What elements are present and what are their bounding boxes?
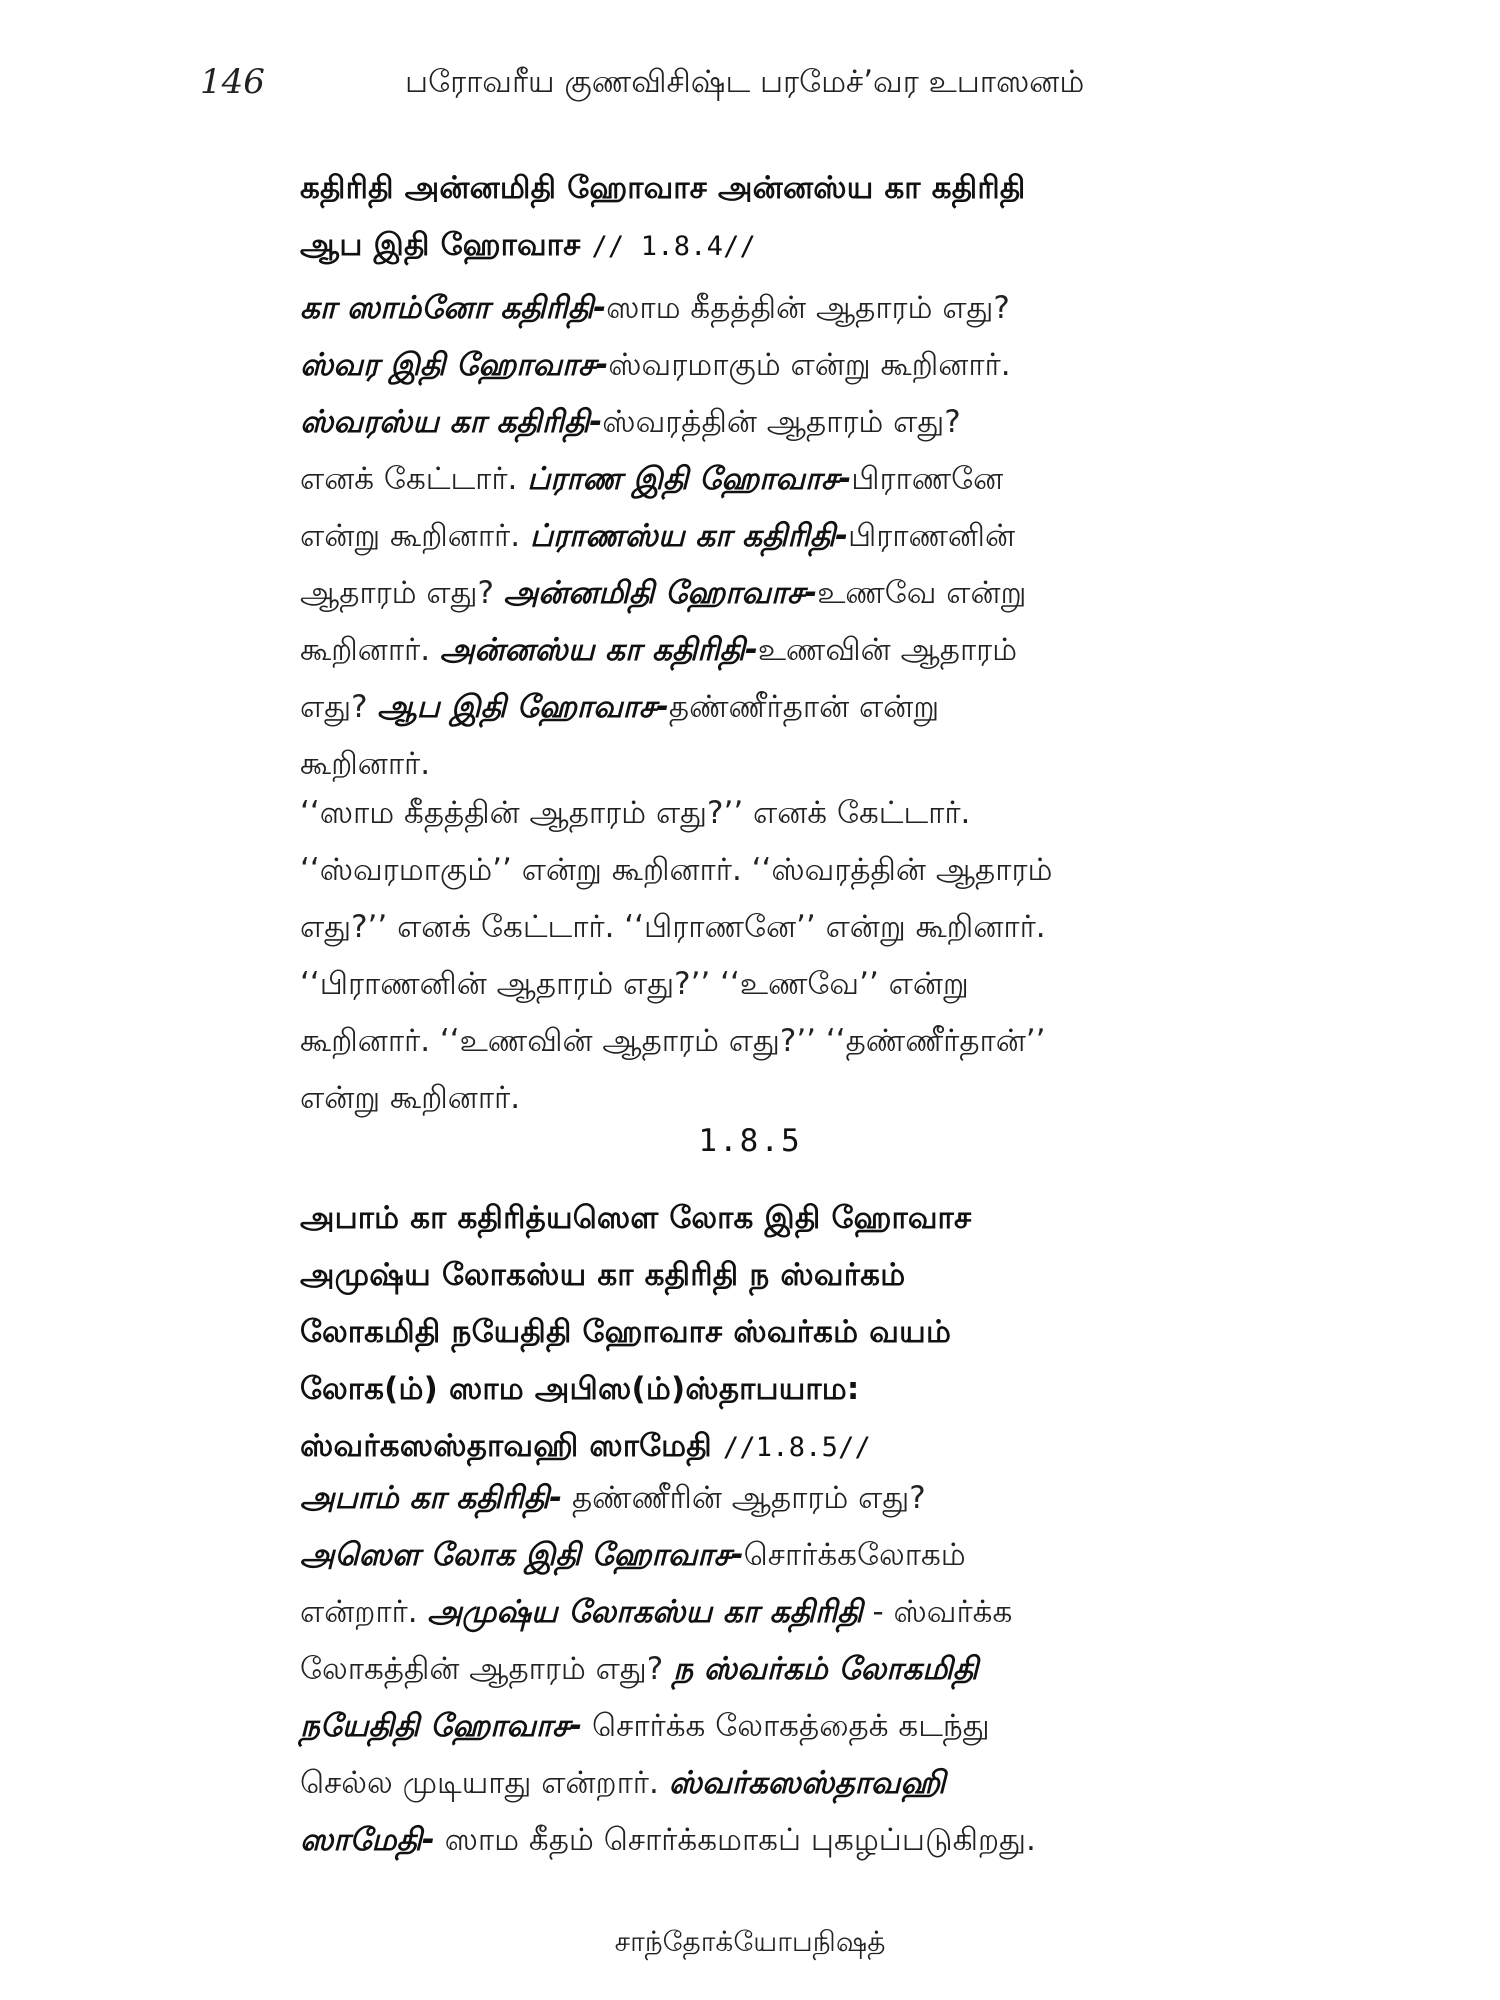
commentary-line: [300, 1527, 1230, 1584]
commentary-line: [300, 451, 1230, 508]
sanskrit-term: ஸ்வரஸ்ய கா கதிரிதி-: [300, 404, 603, 440]
sanskrit-term: ப்ராணஸ்ய கா கதிரிதி-: [529, 518, 848, 554]
tamil-gloss: பிராணனே: [851, 461, 1004, 497]
tamil-gloss: தண்ணீரின் ஆதாரம் எது?: [571, 1480, 926, 1516]
commentary-line: [300, 337, 1230, 394]
translation-line: ‘‘ஸ்வரமாகும்’’ என்று கூறினார். ‘‘ஸ்வரத்தின் ஆதாரம்: [300, 852, 1053, 888]
verse-line: கதிரிதி அன்னமிதி ஹோவாச அன்னஸ்ய கா கதிரிதி: [300, 170, 1026, 206]
verse-line: லோக(ம்) ஸாம அபிஸ(ம்)ஸ்தாபயாம:: [300, 1371, 860, 1407]
verse-text: ஸ்வர்கஸஸ்தாவஹி ஸாமேதி: [300, 1428, 712, 1464]
sanskrit-term: ப்ராண இதி ஹோவாச-: [527, 461, 852, 497]
commentary-line: [300, 508, 1230, 565]
tamil-gloss: சொர்க்கலோகம்: [743, 1537, 966, 1573]
tamil-gloss: ஸ்வரமாகும் என்று கூறினார்.: [608, 347, 1011, 383]
sanskrit-term: அன்னமிதி ஹோவாச-: [503, 575, 818, 611]
verse-reference: //1.8.5//: [722, 1432, 871, 1463]
sanskrit-term: அன்னஸ்ய கா கதிரிதி-: [439, 632, 758, 668]
sanskrit-term: அமுஷ்ய லோகஸ்ய கா கதிரிதி: [427, 1594, 863, 1630]
running-title: பரோவரீய குணவிசிஷ்ட பரமேச்’வர உபாஸனம்: [405, 64, 1085, 100]
commentary-line: [300, 1698, 1230, 1755]
verse-line: அமுஷ்ய லோகஸ்ய கா கதிரிதி ந ஸ்வர்கம்: [300, 1257, 906, 1293]
tamil-gloss: தண்ணீர்தான் என்று: [668, 689, 940, 725]
commentary-line: [300, 1812, 1230, 1869]
sanskrit-term: அபாம் கா கதிரிதி-: [300, 1480, 563, 1516]
commentary-line: [300, 280, 1230, 337]
verse-1-8-4: [300, 160, 1230, 274]
tamil-gloss: என்று கூறினார்.: [300, 518, 521, 554]
tamil-gloss: உணவே என்று: [817, 575, 1027, 611]
sanskrit-term: அஸௌ லோக இதி ஹோவாச-: [300, 1537, 744, 1573]
tamil-gloss: எனக் கேட்டார்.: [300, 461, 518, 497]
sanskrit-term: கா ஸாம்னோ கதிரிதி-: [300, 290, 607, 326]
tamil-gloss: - ஸ்வர்க்க: [872, 1594, 1013, 1630]
translation-line: ‘‘பிராணனின் ஆதாரம் எது?’’ ‘‘உணவே’’ என்று: [300, 966, 969, 1002]
commentary-line: [300, 622, 1230, 679]
commentary-line: [300, 1641, 1230, 1698]
translation-line: எது?’’ எனக் கேட்டார். ‘‘பிராணனே’’ என்று கூறினார்.: [300, 909, 1046, 945]
tamil-gloss: எது?: [300, 689, 368, 725]
translation-line: என்று கூறினார்.: [300, 1080, 521, 1116]
tamil-gloss: பிராணனின்: [847, 518, 1016, 554]
verse-1-8-5: [300, 1190, 1230, 1475]
verse-text: ஆப இதி ஹோவாச: [300, 227, 581, 263]
translation-line: ‘‘ஸாம கீதத்தின் ஆதாரம் எது?’’ எனக் கேட்டார்.: [300, 795, 971, 831]
commentary-line: [300, 1584, 1230, 1641]
page-footer: சாந்தோக்யோபநிஷத்: [614, 1925, 886, 1958]
verse-line: லோகமிதி நயேதிதி ஹோவாச ஸ்வர்கம் வயம்: [300, 1314, 952, 1350]
sanskrit-term: ந ஸ்வர்கம் லோகமிதி: [673, 1651, 979, 1687]
commentary-line: [300, 1755, 1230, 1812]
sanskrit-term: ஸ்வர இதி ஹோவாச-: [300, 347, 609, 383]
translation-line: கூறினார். ‘‘உணவின் ஆதாரம் எது?’’ ‘‘தண்ணீர்தான்’’: [300, 1023, 1046, 1059]
tamil-gloss: ஸாம கீதம் சொர்க்கமாகப் புகழப்படுகிறது.: [444, 1822, 1036, 1858]
tamil-gloss: செல்ல முடியாது என்றார்.: [300, 1765, 659, 1801]
commentary-2: [300, 1470, 1230, 1869]
commentary-line: [300, 394, 1230, 451]
tamil-gloss: கூறினார்.: [300, 632, 431, 668]
verse-line: [300, 1418, 1230, 1475]
verse-reference: // 1.8.4//: [591, 231, 756, 262]
section-number: 1.8.5: [698, 1123, 802, 1159]
tamil-gloss: ஸாம கீதத்தின் ஆதாரம் எது?: [606, 290, 1010, 326]
commentary-1: [300, 280, 1230, 793]
commentary-line: [300, 1470, 1230, 1527]
commentary-line: [300, 679, 1230, 736]
sanskrit-term: ஸாமேதி-: [300, 1822, 435, 1858]
commentary-line: [300, 565, 1230, 622]
verse-line: [300, 217, 1230, 274]
tamil-gloss: கூறினார்.: [300, 746, 431, 782]
page-header: [0, 62, 1500, 122]
verse-line: அபாம் கா கதிரித்யஸௌ லோக இதி ஹோவாச: [300, 1200, 972, 1236]
tamil-gloss: லோகத்தின் ஆதாரம் எது?: [300, 1651, 664, 1687]
tamil-gloss: ஸ்வரத்தின் ஆதாரம் எது?: [602, 404, 961, 440]
tamil-gloss: உணவின் ஆதாரம்: [757, 632, 1018, 668]
tamil-gloss: என்றார்.: [300, 1594, 418, 1630]
translation-paragraph: [300, 785, 1230, 1127]
sanskrit-term: ஆப இதி ஹோவாச-: [377, 689, 669, 725]
tamil-gloss: சொர்க்க லோகத்தைக் கடந்து: [592, 1708, 990, 1744]
sanskrit-term: ஸ்வர்கஸஸ்தாவஹி: [668, 1765, 946, 1801]
page-number: 146: [200, 62, 265, 102]
sanskrit-term: நயேதிதி ஹோவாச-: [300, 1708, 583, 1744]
tamil-gloss: ஆதாரம் எது?: [300, 575, 494, 611]
